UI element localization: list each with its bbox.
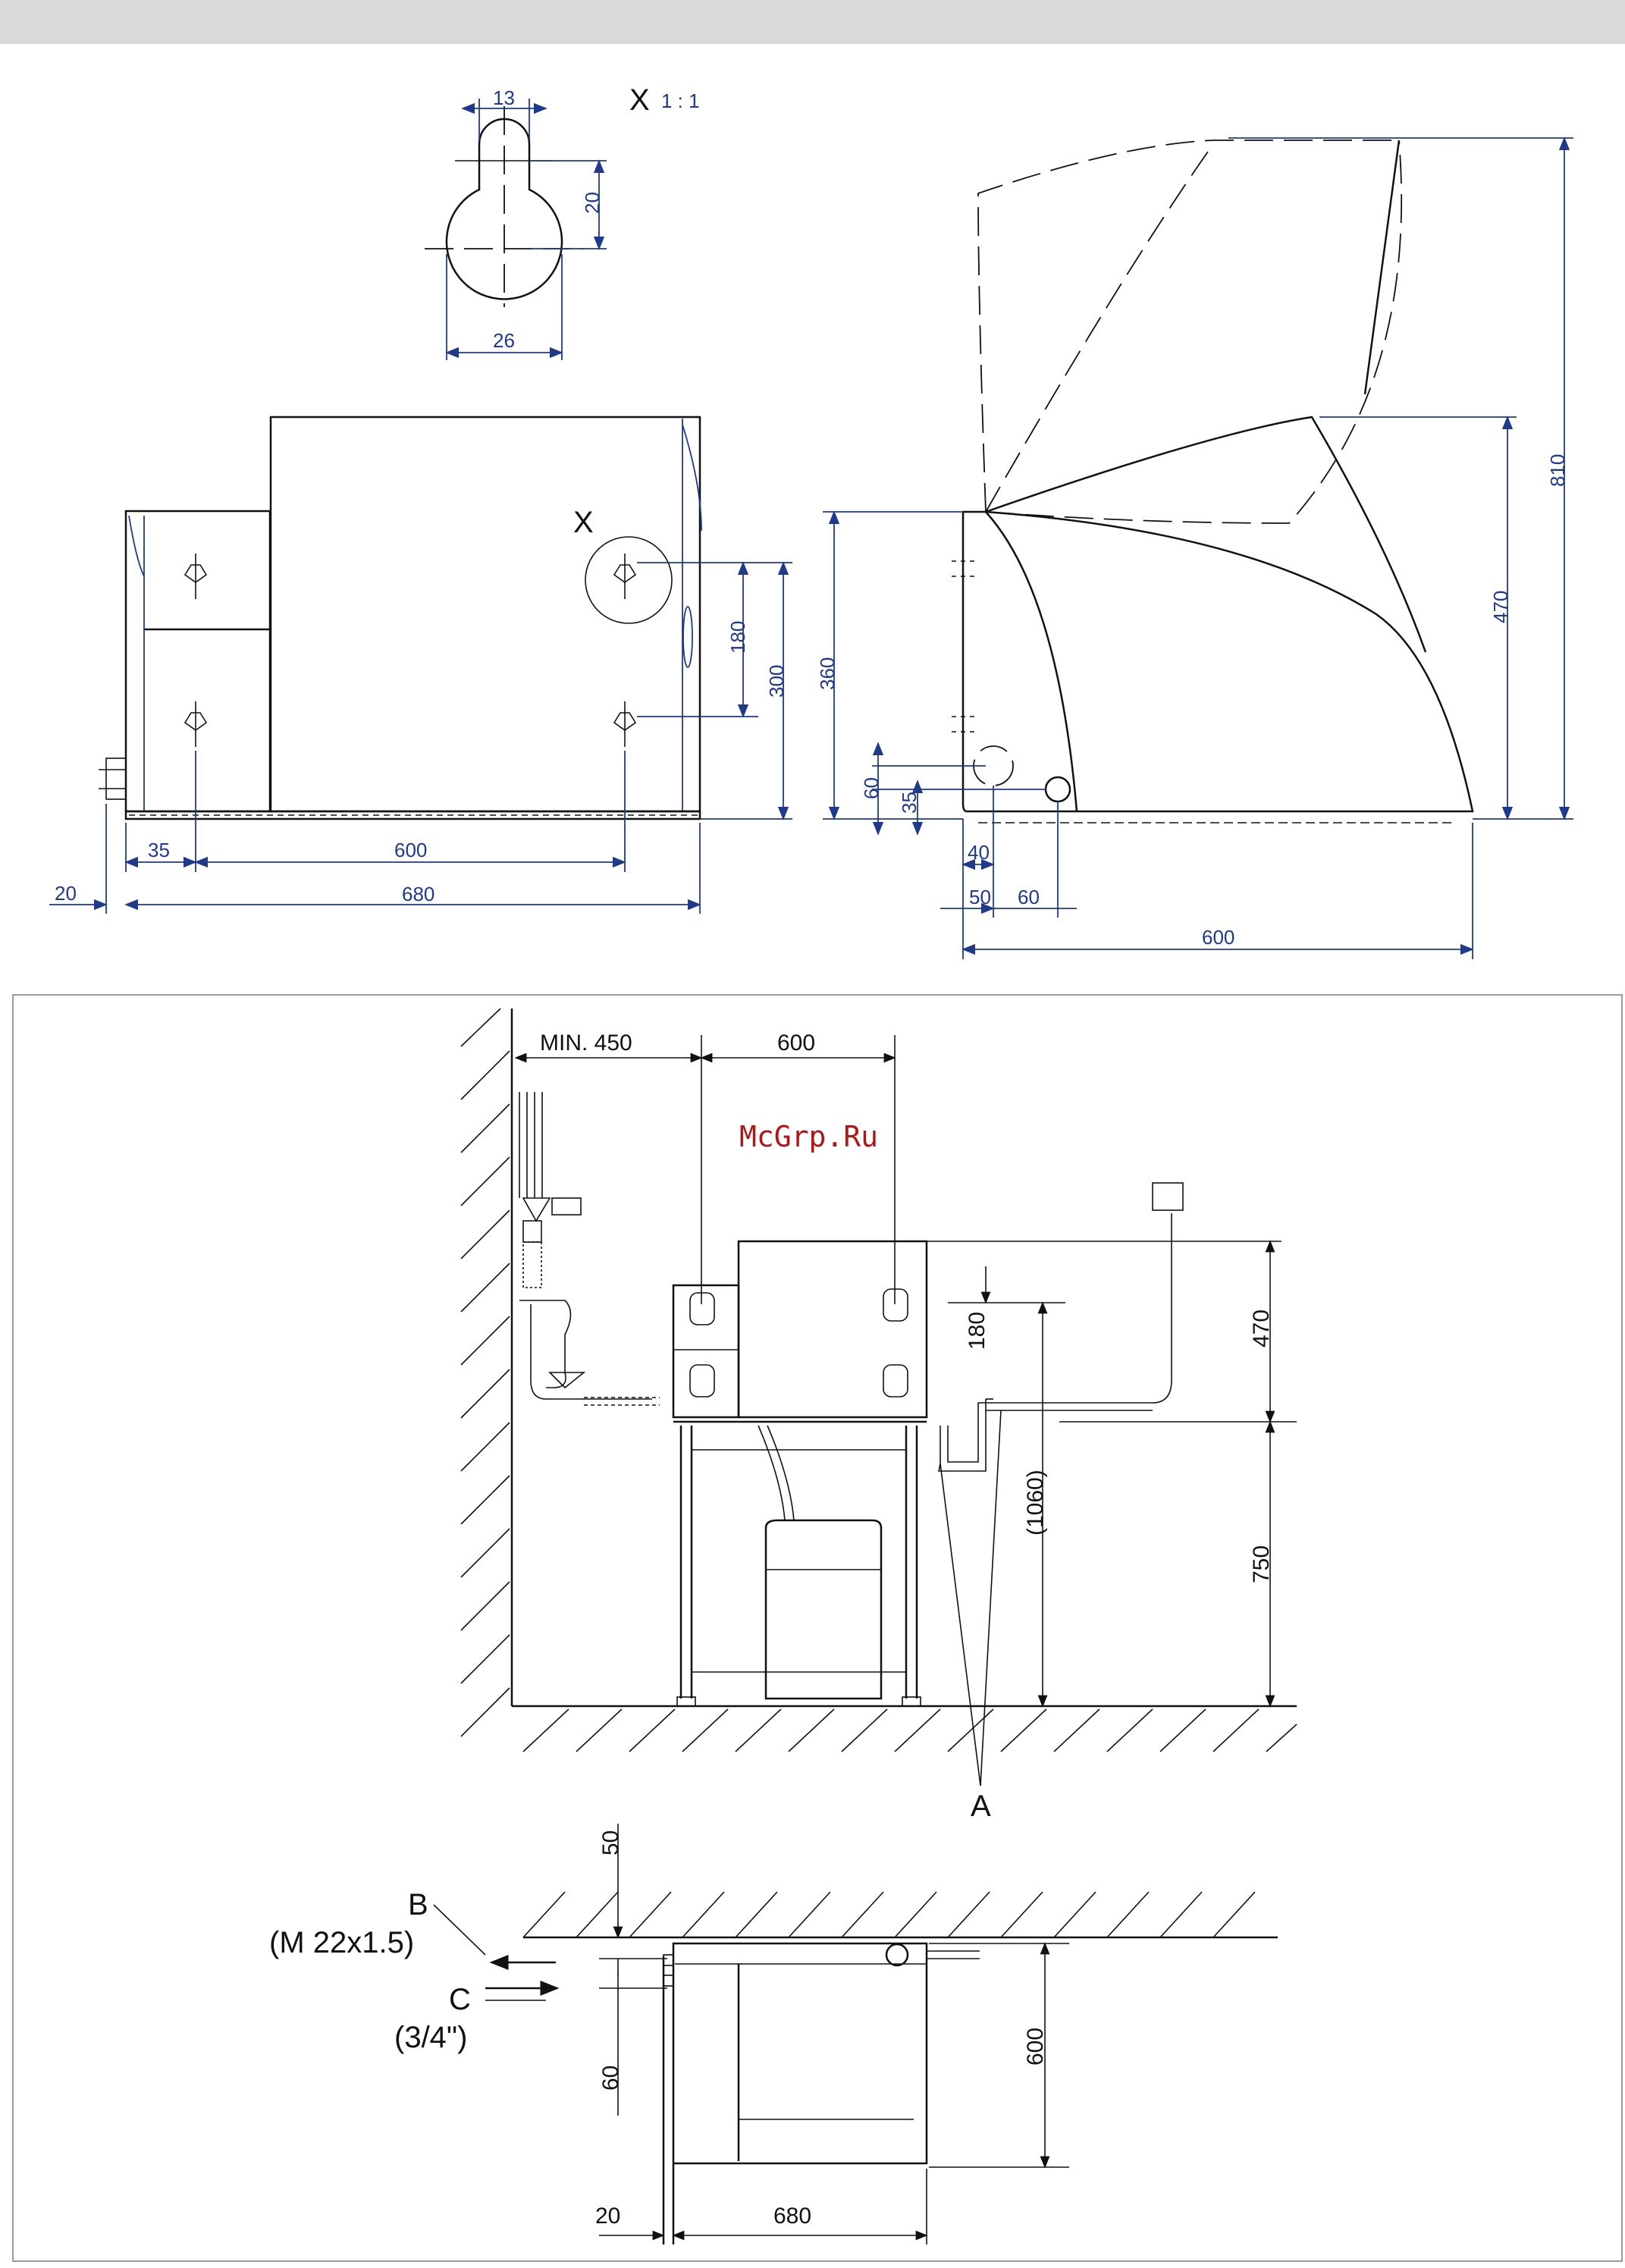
- dim-13: 13: [493, 86, 515, 109]
- dim-600: 600: [394, 839, 428, 861]
- dim-60b: 60: [1018, 886, 1040, 908]
- dim-750-install: 750: [1249, 1545, 1274, 1583]
- label-c: C: [449, 1983, 471, 2016]
- water-supply: [519, 1092, 660, 1405]
- dim-600-plan: 600: [1023, 2027, 1048, 2066]
- mounting-symbol-2: [185, 701, 206, 747]
- machine-body: [739, 1241, 927, 1417]
- main-housing: [271, 417, 700, 811]
- lid-front-curve: [986, 512, 1077, 811]
- dim-60-plan: 60: [598, 2065, 623, 2091]
- plan-machine: [673, 1943, 927, 2163]
- watermark: McGrp.Ru: [739, 1120, 879, 1153]
- dim-180: 180: [726, 620, 749, 654]
- detail-x-marker: X: [573, 506, 594, 539]
- dim-20: 20: [581, 192, 604, 214]
- dim-180-install: 180: [965, 1311, 990, 1350]
- detail-x-title: X: [629, 83, 650, 117]
- dim-35: 35: [148, 839, 170, 861]
- thread-c: (3/4"): [394, 2021, 468, 2054]
- dim-360: 360: [816, 657, 839, 690]
- label-a: A: [971, 1790, 991, 1823]
- drain-hole: [1046, 777, 1070, 801]
- mounting-symbol-3: [614, 701, 635, 747]
- lid-open-3: [986, 144, 1213, 512]
- control-box: [126, 511, 270, 811]
- dim-50: 50: [969, 886, 991, 908]
- dim-470: 470: [1489, 590, 1512, 623]
- plan-wall-hatch: [523, 1892, 1255, 1937]
- lid-open-2: [978, 140, 1399, 512]
- detail-x: [425, 83, 700, 360]
- base-plate: [126, 811, 700, 819]
- thread-b: (M 22x1.5): [269, 1926, 415, 1959]
- floor-hatch: [523, 1709, 1297, 1752]
- dim-20: 20: [55, 882, 77, 905]
- wall-socket: [1153, 1183, 1183, 1210]
- machine-control-box: [673, 1285, 739, 1417]
- mounting-symbol-1: [185, 554, 206, 599]
- plan-view: [269, 1824, 1278, 2244]
- detail-x-scale: 1 : 1: [661, 89, 700, 112]
- dim-60: 60: [860, 777, 883, 799]
- lid-upper-curve: [986, 417, 1426, 652]
- dim-50-plan: 50: [598, 1830, 623, 1855]
- dim-810: 810: [1546, 453, 1569, 487]
- dim-min-450: MIN. 450: [540, 1030, 632, 1056]
- dim-1060: (1060): [1023, 1470, 1048, 1536]
- label-b: B: [408, 1888, 428, 1921]
- side-housing: [963, 512, 1473, 811]
- wall-hatch: [461, 1009, 510, 1736]
- dim-600: 600: [1202, 926, 1235, 949]
- dim-40: 40: [968, 841, 990, 864]
- installation-elevation: [461, 1009, 1297, 1823]
- side-view: [816, 138, 1573, 959]
- dim-680-plan: 680: [773, 2204, 812, 2229]
- dim-26: 26: [493, 329, 515, 352]
- dim-35: 35: [898, 792, 921, 814]
- dim-300: 300: [765, 664, 788, 698]
- dim-470-install: 470: [1249, 1309, 1274, 1347]
- dim-20-plan: 20: [595, 2204, 621, 2229]
- dim-600-install: 600: [777, 1030, 816, 1056]
- front-view: [49, 417, 792, 914]
- side-connector: [106, 758, 126, 799]
- plan-drain: [886, 1944, 908, 1965]
- dim-680: 680: [402, 883, 435, 905]
